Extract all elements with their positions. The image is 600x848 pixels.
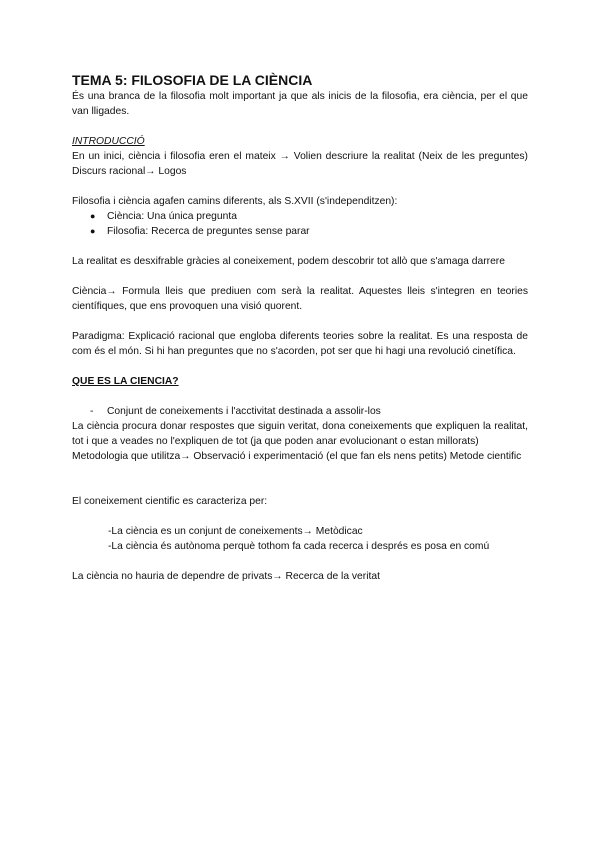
intro-paragraph: És una branca de la filosofia molt important ja que als inicis de la filosofia, era ciència, per el que van lligades. — [72, 91, 528, 117]
paragraph-privats: La ciència no hauria de dependre de privats→ Recerca de la veritat — [72, 571, 380, 582]
dash-icon: - — [90, 406, 94, 417]
document-page — [72, 72, 528, 584]
paragraph-realitat: La realitat es desxifrable gràcies al coneixement, podem descobrir tot allò que s'amaga darrere — [72, 256, 505, 267]
bullet-item: ● Ciència: Una única pregunta — [90, 211, 237, 222]
paragraph-paradigma: Paradigma: Explicació racional que engloba diferents teories sobre la realitat. Es una resposta de com és el món. Si hi han preguntes que no s'acorden, pot ser que hi hagi una revolució cinetífica. — [72, 331, 528, 357]
bullet-list — [72, 209, 528, 239]
section-heading-que-es-la-ciencia: QUE ES LA CIENCIA? — [72, 376, 179, 387]
indented-item: -La ciència es un conjunt de coneixements→ Metòdicac — [108, 526, 363, 537]
paragraph-camins: Filosofia i ciència agafen camins diferents, als S.XVII (s'independitzen): — [72, 196, 398, 207]
paragraph-metodologia: Metodologia que utilitza→ Observació i experimentació (el que fan els nens petits) Metode cientific — [72, 451, 522, 462]
paragraph-respostes: La ciència procura donar respostes que siguin veritat, dona coneixements que expliquen la realitat, tot i que a veades no l'expliquen de tot (ja que poden anar evolucionant o estan millorats) — [72, 421, 528, 447]
dash-list — [72, 404, 528, 419]
bullet-icon: ● — [90, 226, 96, 236]
dash-item: - Conjunt de coneixements i l'acctivitat destinada a assolir-los — [90, 406, 381, 417]
bullet-item: ● Filosofia: Recerca de preguntes sense parar — [90, 226, 310, 237]
bullet-icon: ● — [90, 211, 96, 221]
paragraph-inici: En un inici, ciència i filosofia eren el mateix → Volien descriure la realitat (Neix de les preguntes) Discurs racional→ Logos — [72, 151, 528, 177]
paragraph-ciencia-lleis: Ciència→ Formula lleis que prediuen com serà la realitat. Aquestes lleis s'integren en teories científiques, que ens provoquen una visió quorent. — [72, 286, 528, 312]
indented-item: -La ciència és autònoma perquè tothom fa cada recerca i després es posa en comú — [108, 541, 490, 552]
page-title: TEMA 5: FILOSOFIA DE LA CIÈNCIA — [72, 72, 313, 88]
section-heading-introduccio: INTRODUCCIÓ — [72, 136, 145, 147]
paragraph-caracteritza: El coneixement cientific es caracteriza per: — [72, 496, 268, 507]
